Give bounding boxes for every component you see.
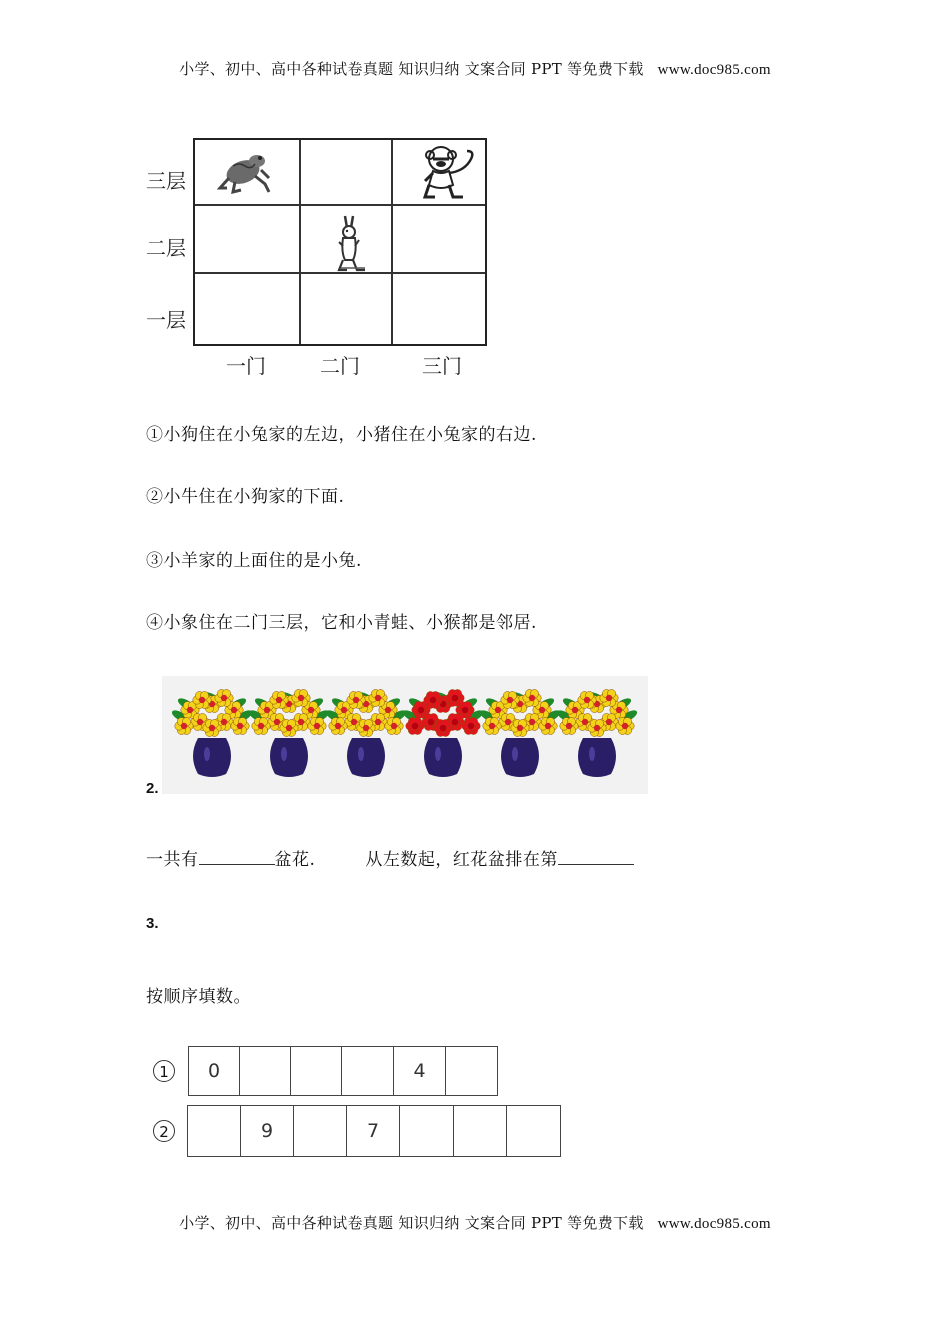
seq-2-cell[interactable] (400, 1105, 454, 1157)
row-label-2: 二层 (146, 236, 186, 260)
header-text: 小学、初中、高中各种试卷真题 知识归纳 文案合同 PPT 等免费下载 (179, 60, 644, 78)
row-label-1: 一层 (146, 308, 186, 332)
question-2-number: 2. (146, 780, 159, 797)
flower-pots-image (162, 676, 648, 794)
q2-part1-prefix: 一共有 (146, 850, 199, 870)
seq-2-cell[interactable]: 7 (347, 1105, 400, 1157)
answer-blank-total[interactable] (199, 850, 275, 865)
seq-1-cell[interactable]: 4 (394, 1046, 446, 1096)
row-label-3: 三层 (146, 169, 186, 193)
seq-2-cell[interactable] (454, 1105, 507, 1157)
clue-2: ②小牛住在小狗家的下面. (146, 487, 345, 507)
q2-part2-prefix: 从左数起，红花盆排在第 (365, 850, 558, 870)
seq-1-cell[interactable] (342, 1046, 394, 1096)
seq-2-cell[interactable] (187, 1105, 241, 1157)
page-footer (0, 1212, 950, 1233)
seq-1-cell[interactable] (291, 1046, 342, 1096)
frog-icon (217, 148, 273, 196)
seq-1-cell[interactable] (240, 1046, 291, 1096)
sequence-row-1 (188, 1046, 498, 1096)
seq-1-cell[interactable]: 0 (188, 1046, 240, 1096)
answer-blank-position[interactable] (558, 850, 634, 865)
seq-2-cell[interactable]: 9 (241, 1105, 294, 1157)
monkey-icon (419, 143, 481, 203)
clue-1: ①小狗住在小兔家的左边，小猪住在小兔家的右边. (146, 425, 537, 445)
row-1-marker: 1 (153, 1060, 175, 1082)
building-grid (193, 138, 487, 346)
page-header (0, 58, 950, 79)
q2-part1-suffix: 盆花. (274, 850, 316, 870)
footer-url[interactable]: www.doc985.com (657, 1216, 771, 1232)
col-label-2: 二门 (320, 354, 360, 378)
clue-4: ④小象住在二门三层，它和小青蛙、小猴都是邻居. (146, 613, 537, 633)
col-label-1: 一门 (226, 354, 266, 378)
question-3-number: 3. (146, 915, 159, 932)
rabbit-icon (331, 214, 367, 274)
question-3-instruction: 按顺序填数。 (146, 987, 251, 1007)
footer-text: 小学、初中、高中各种试卷真题 知识归纳 文案合同 PPT 等免费下载 (179, 1214, 644, 1232)
col-label-3: 三门 (422, 354, 462, 378)
seq-2-cell[interactable] (294, 1105, 347, 1157)
header-url[interactable]: www.doc985.com (657, 62, 771, 78)
row-2-marker: 2 (153, 1120, 175, 1142)
clue-3: ③小羊家的上面住的是小兔. (146, 551, 362, 571)
question-2-text (146, 845, 634, 870)
seq-2-cell[interactable] (507, 1105, 561, 1157)
seq-1-cell[interactable] (446, 1046, 498, 1096)
sequence-row-2 (187, 1105, 561, 1157)
